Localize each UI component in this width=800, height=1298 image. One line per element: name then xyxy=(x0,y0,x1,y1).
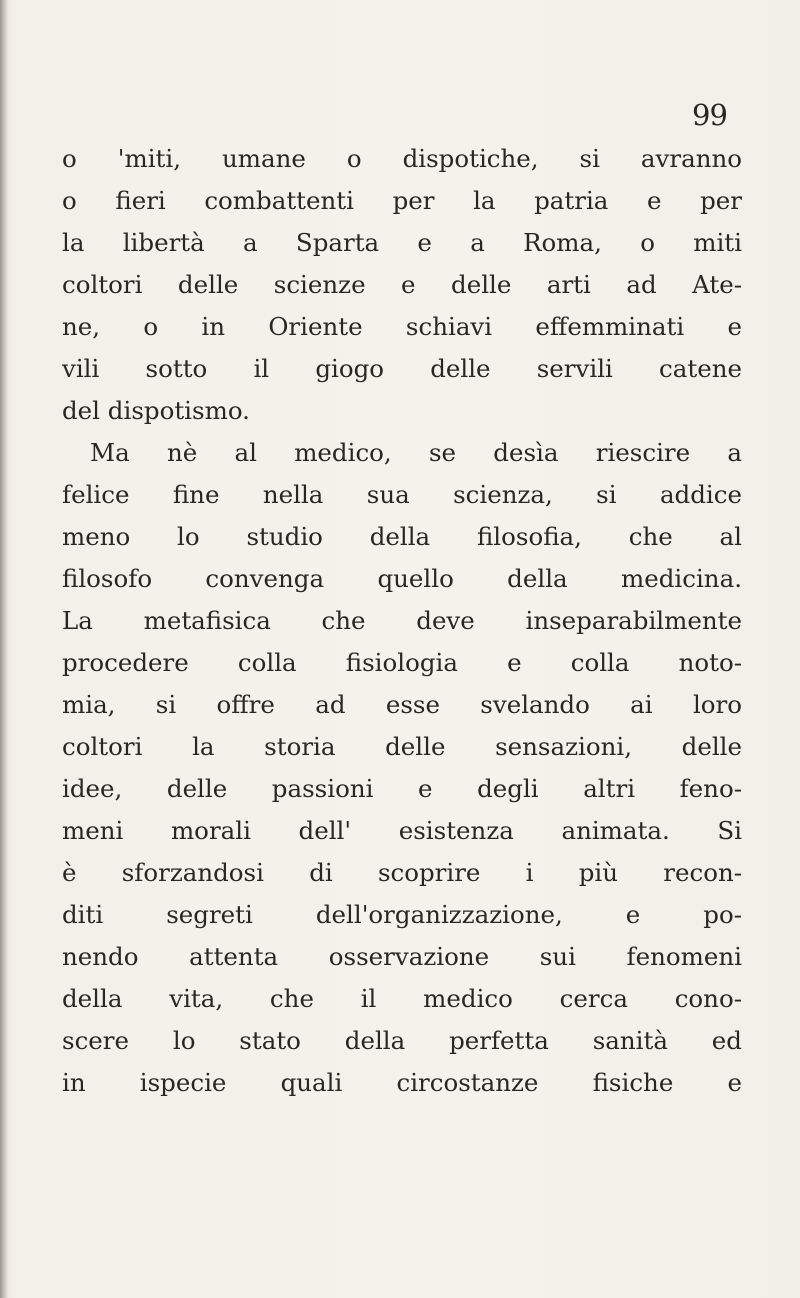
text-line: felice fine nella sua scienza, si addice xyxy=(62,480,742,509)
text-line: procedere colla fisiologia e colla noto- xyxy=(62,648,742,677)
text-line: o fieri combattenti per la patria e per xyxy=(62,186,742,215)
text-line: coltori la storia delle sensazioni, delle xyxy=(62,732,742,761)
page-number: 99 xyxy=(692,98,727,132)
text-line: è sforzandosi di scoprire i più recon- xyxy=(62,858,742,887)
text-line: della vita, che il medico cerca cono- xyxy=(62,984,742,1013)
text-line: La metafisica che deve inseparabilmente xyxy=(62,606,742,635)
text-line: del dispotismo. xyxy=(62,396,250,425)
text-line: vili sotto il giogo delle servili catene xyxy=(62,354,742,383)
text-line: la libertà a Sparta e a Roma, o miti xyxy=(62,228,742,257)
text-line: mia, si offre ad esse svelando ai loro xyxy=(62,690,742,719)
text-line: meni morali dell' esistenza animata. Si xyxy=(62,816,742,845)
text-line: diti segreti dell'organizzazione, e po- xyxy=(62,900,742,929)
text-line: o 'miti, umane o dispotiche, si avranno xyxy=(62,144,742,173)
page-binding-edge xyxy=(0,0,8,1298)
text-line: filosofo convenga quello della medicina. xyxy=(62,564,742,593)
text-line: Ma nè al medico, se desìa riescire a xyxy=(90,438,742,467)
text-line: scere lo stato della perfetta sanità ed xyxy=(62,1026,742,1055)
text-line: in ispecie quali circostanze fisiche e xyxy=(62,1068,742,1097)
text-line: idee, delle passioni e degli altri feno- xyxy=(62,774,742,803)
body-text xyxy=(62,138,742,1104)
text-line: ne, o in Oriente schiavi effemminati e xyxy=(62,312,742,341)
text-line: nendo attenta osservazione sui fenomeni xyxy=(62,942,742,971)
text-line: meno lo studio della filosofia, che al xyxy=(62,522,742,551)
text-line: coltori delle scienze e delle arti ad Ate- xyxy=(62,270,742,299)
